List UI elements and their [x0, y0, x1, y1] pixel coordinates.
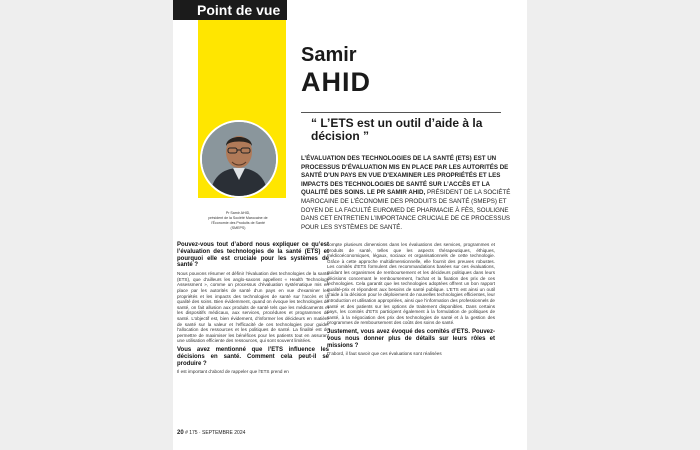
article-column-right [327, 242, 495, 360]
magazine-page [173, 0, 527, 450]
lead-paragraph: L’ÉVALUATION DES TECHNOLOGIES DE LA SANTÉ (ETS) EST UN PROCESSUS D’ÉVALUATION MIS EN PLACE PAR LES AUTORITÉS DE SANTÉ D’UN PAYS EN VUE D’EXAMINER LES PROPRIÉTÉS ET LES IMPACTS DES TECHNOLOGIES DE SANTÉ SUR L’ACCÈS ET LA QUALITÉ DES SOINS. LE PR SAMIR AHID, PRÉSIDENT DE LA SOCIÉTÉ MAROCAINE DE L’ÉCONOMIE DES PRODUITS DE SANTÉ (SMEPS) ET DOYEN DE LA FACULTÉ EUROMED DE PHARMACIE À FÈS, SOULIGNE DANS CET ENTRETIEN L’IMPORTANCE CRUCIALE DE CE PROCESSUS POUR LES SYSTÈMES DE SANTÉ. [301, 155, 511, 231]
page-footer [177, 430, 245, 436]
headline-quote: “ L’ETS est un outil d’aide à la décision ” [311, 116, 483, 143]
photo-caption: Pr Samir AHID, président de la Société Marocaine de l’Économie des Produits de Santé (SMEPS) [208, 211, 268, 230]
answer-paragraph: compte plusieurs dimensions dans les évaluations des services, programmes et produits de santé, telles que les aspects thérapeutiques, éthiques, médicoéconomiques, légaux, sociaux et organisationnels de cette technologie. Grâce à cette approche multidimensionnelle, elle fournit des preuves robustes. Les comités d’ETS formulent des recommandations basées sur ces évaluations, guidant les organismes de remboursement et les décideurs politiques dans leurs décisions concernant le remboursement, l’achat et la fixation des prix de ces technologies. Cela garantit que les technologies adoptées offrent un bon rapport qualité-prix et répondent aux besoins de santé publique. L’ETS est ainsi un outil d’aide à la décision pour le déploiement de nouvelles technologies efficientes, leur introduction et utilisation appropriées, ainsi que l’information des professionnels de santé et des patients sur les options de traitement disponibles. Dans certains pays, les comités d’ETS participent également à la formulation de politiques de santé, à la négociation des prix des technologies de santé et à la gestion des programmes de remboursement des coûts des soins de santé. [327, 242, 495, 326]
answer-paragraph: D’abord, il faut savoir que ces évaluations sont réalisées [327, 351, 442, 357]
interviewee-first-name: Samir [301, 44, 357, 66]
answer-paragraph: Il est important d’abord de rappeler que l’ETS prend en [177, 369, 289, 375]
page-number: 20 [177, 430, 184, 436]
question-heading: Vous avez mentionné que l’ETS influence les décisions en santé. Comment cela peut-il se produire ? [177, 346, 329, 367]
divider [301, 112, 501, 113]
issue-label: # 175 · SEPTEMBRE 2024 [185, 430, 246, 436]
answer-paragraph: Nous pouvons résumer et définir l’évaluation des technologies de la santé (ETS), que d’ailleurs les anglo-saxons appellent « Health Technology Assessment », comme un processus d’évaluation systématique mis en place par les autorités de santé d’un pays en vue d’examiner les propriétés et les impacts des technologies de santé sur l’accès et la qualité des soins. Bien évidemment, quand on évoque les technologies de santé, on fait allusion aux produits de santé tels que les médicaments et les dispositifs médicaux, aux services, procédures et programmes de santé. L’objectif est, bien évidement, d’informer les décideurs en matière de santé sur la valeur et l’efficacité de ces technologies pour guider l’allocation des ressources et les politiques de santé. La finalité est de permettre de maximiser les bénéfices pour les patients tout en assurant une utilisation efficiente des ressources, qui sont souvent limitées. [177, 271, 329, 344]
question-heading: Pouvez-vous tout d’abord nous expliquer ce qu’est l’évaluation des technologies de la santé (ETS) et pourquoi elle est cruciale pour les systèmes de santé ? [177, 242, 329, 269]
article-column-left [173, 242, 329, 378]
question-heading: Justement, vous avez évoqué des comités d’ETS. Pouvez-vous nous donner plus de détails sur leurs rôles et missions ? [327, 328, 495, 349]
section-banner: Point de vue [173, 0, 287, 20]
portrait-photo [200, 120, 278, 198]
interviewee-last-name: AHID [301, 67, 371, 97]
